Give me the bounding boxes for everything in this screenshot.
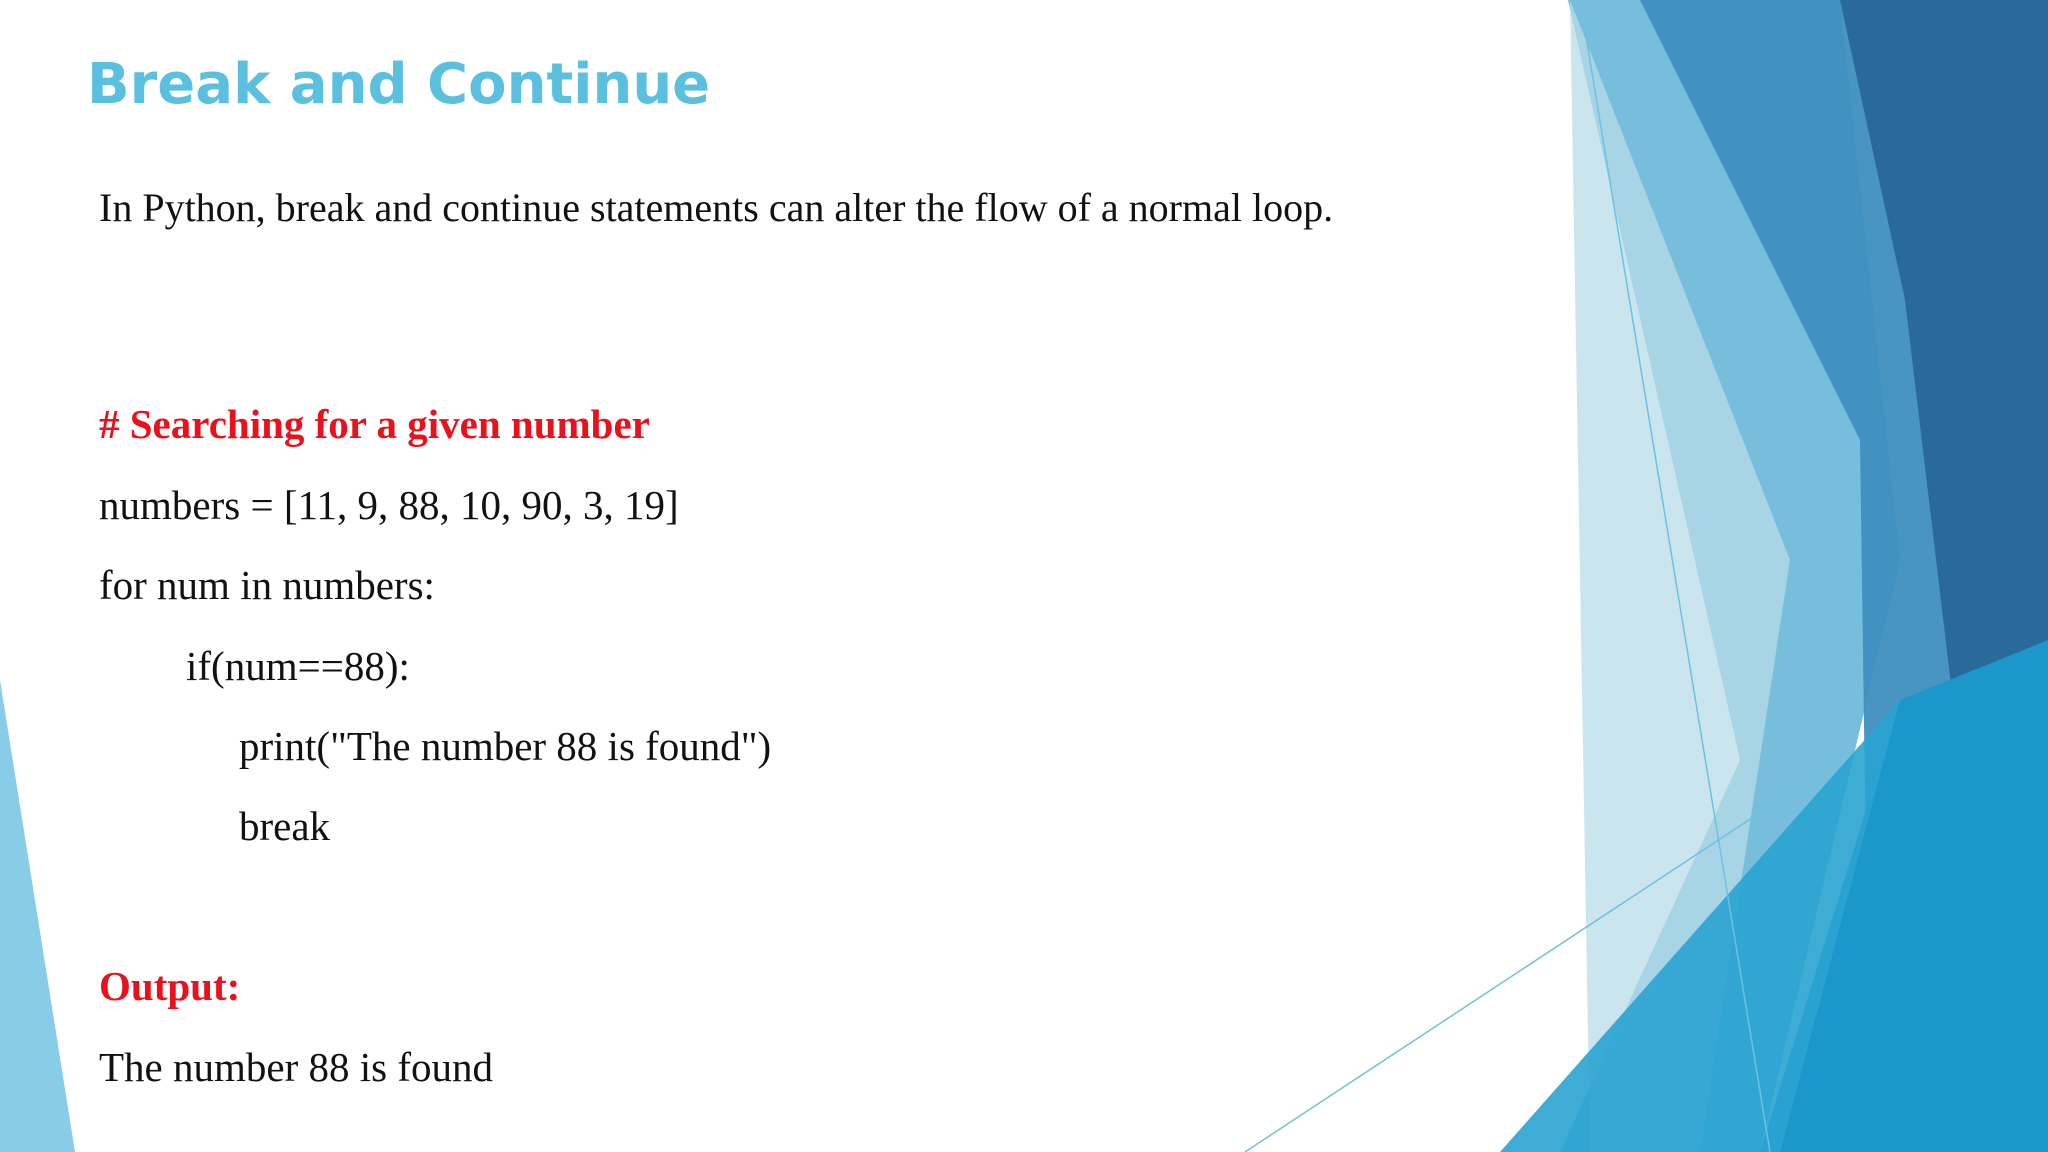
output-label: Output: (99, 963, 241, 1009)
code-line-break: break (239, 803, 331, 849)
code-line-for: for num in numbers: (99, 562, 435, 608)
intro-paragraph: In Python, break and continue statements can alter the flow of a normal loop. (99, 185, 1334, 230)
code-comment: # Searching for a given number (99, 401, 650, 447)
left-edge-shape (0, 680, 75, 1152)
code-line-if: if(num==88): (186, 643, 410, 689)
code-line-print: print("The number 88 is found") (239, 723, 772, 769)
output-text: The number 88 is found (99, 1044, 493, 1090)
slide-title: Break and Continue (87, 52, 711, 117)
code-line-numbers: numbers = [11, 9, 88, 10, 90, 3, 19] (99, 482, 679, 528)
